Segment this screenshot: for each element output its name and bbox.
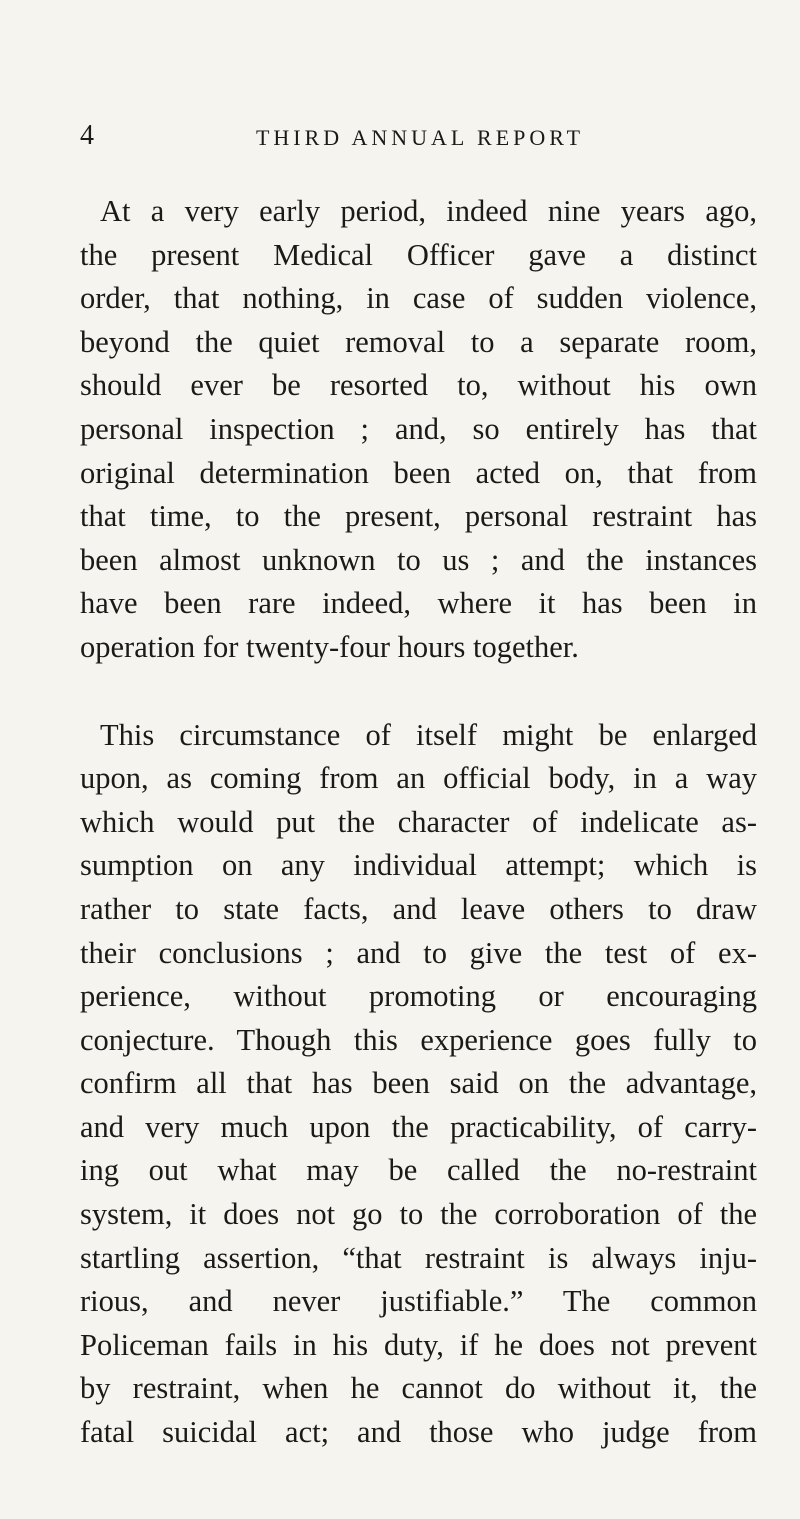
text-line: upon, as coming from an official body, in a way [80, 761, 757, 796]
text-line: perience, without promoting or encouraging [80, 979, 757, 1014]
running-head: THIRD ANNUAL REPORT [255, 125, 585, 150]
text-line: which would put the character of indelicate as- [80, 804, 757, 839]
text-line: operation for twenty-four hours together. [80, 629, 579, 664]
text-line: by restraint, when he cannot do without it, the [80, 1371, 757, 1406]
text-line: their conclusions ; and to give the test of ex- [80, 935, 757, 970]
paragraph-1 [80, 190, 757, 670]
text-line: Policeman fails in his duty, if he does not prevent [80, 1327, 757, 1362]
text-line: sumption on any individual attempt; which is [80, 848, 757, 883]
text-line: At a very early period, indeed nine years ago, [100, 194, 757, 228]
text-line: confirm all that has been said on the advantage, [80, 1066, 757, 1101]
text-line: fatal suicidal act; and those who judge from [80, 1415, 757, 1450]
text-line: that time, to the present, personal restraint has [80, 499, 757, 534]
text-line: the present Medical Officer gave a distinct [80, 237, 757, 272]
text-line: system, it does not go to the corroboration of the [80, 1197, 757, 1232]
text-line: and very much upon the practicability, of carry- [80, 1109, 757, 1144]
text-line: order, that nothing, in case of sudden violence, [80, 281, 757, 316]
text-line: have been rare indeed, where it has been in [80, 586, 757, 621]
text-line: rather to state facts, and leave others to draw [80, 891, 757, 926]
text-line: personal inspection ; and, so entirely has that [80, 411, 757, 446]
text-line: startling assertion, “that restraint is always inju- [80, 1240, 757, 1275]
paragraph-2 [80, 714, 757, 1455]
page-header [0, 118, 800, 158]
text-line: conjecture. Though this experience goes fully to [80, 1022, 757, 1057]
text-line: beyond the quiet removal to a separate room, [80, 324, 757, 359]
text-line: original determination been acted on, that from [80, 455, 757, 490]
text-line: should ever be resorted to, without his own [80, 368, 757, 403]
text-line: This circumstance of itself might be enlarged [100, 717, 757, 752]
text-line: been almost unknown to us ; and the instances [80, 542, 757, 577]
body-text [80, 190, 757, 1455]
text-line: rious, and never justifiable.” The common [80, 1284, 757, 1319]
text-line: ing out what may be called the no-restraint [80, 1153, 757, 1188]
page-number: 4 [80, 120, 94, 151]
